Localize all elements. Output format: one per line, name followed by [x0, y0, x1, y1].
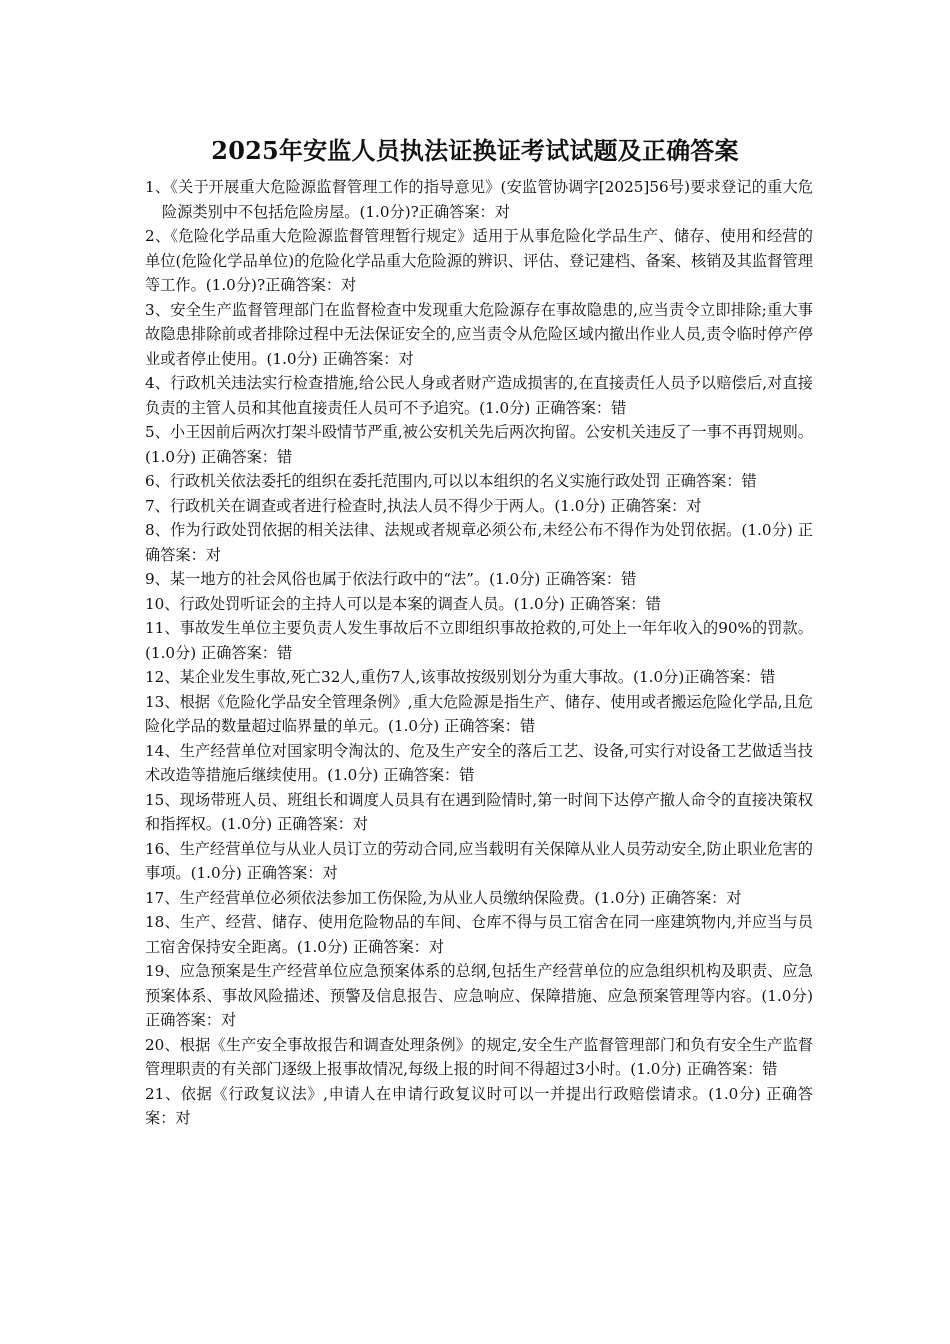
document-title: 2025年安监人员执法证换证考试试题及正确答案 [211, 136, 739, 165]
question-item: 16、生产经营单位与从业人员订立的劳动合同,应当载明有关保障从业人员劳动安全,防止职业危害的事项。(1.0分) 正确答案：对 [145, 839, 813, 882]
question-item: 17、生产经营单位必须依法参加工伤保险,为从业人员缴纳保险费。(1.0分) 正确答案：对 [145, 888, 742, 907]
question-item: 8、作为行政处罚依据的相关法律、法规或者规章必须公布,未经公布不得作为处罚依据。(1.0分) 正确答案：对 [145, 521, 813, 564]
question-item: 6、行政机关依法委托的组织在委托范围内,可以以本组织的名义实施行政处罚 正确答案：错 [145, 472, 757, 490]
question-item: 7、行政机关在调查或者进行检查时,执法人员不得少于两人。(1.0分) 正确答案：对 [145, 496, 702, 515]
question-item: 5、小王因前后两次打架斗殴情节严重,被公安机关先后两次拘留。公安机关违反了一事不再罚规则。(1.0分) 正确答案：错 [145, 423, 813, 466]
question-item: 18、生产、经营、储存、使用危险物品的车间、仓库不得与员工宿舍在同一座建筑物内,并应当与员工宿舍保持安全距离。(1.0分) 正确答案：对 [145, 913, 813, 956]
question-list [145, 175, 813, 1131]
question-item: 14、生产经营单位对国家明令淘汰的、危及生产安全的落后工艺、设备,可实行对设备工艺做适当技术改造等措施后继续使用。(1.0分) 正确答案：错 [145, 741, 813, 784]
question-item: 10、行政处罚听证会的主持人可以是本案的调查人员。(1.0分) 正确答案：错 [145, 594, 661, 613]
question-item: 19、应急预案是生产经营单位应急预案体系的总纲,包括生产经营单位的应急组织机构及职责、应急预案体系、事故风险描述、预警及信息报告、应急响应、保障措施、应急预案管理等内容。(1.0分) 正确答案：对 [145, 962, 813, 1029]
question-item: 15、现场带班人员、班组长和调度人员具有在遇到险情时,第一时间下达停产撤人命令的直接决策权和指挥权。(1.0分) 正确答案：对 [145, 790, 813, 833]
question-item: 21、依据《行政复议法》,申请人在申请行政复议时可以一并提出行政赔偿请求。(1.0分) 正确答案：对 [145, 1084, 813, 1127]
question-item: 20、根据《生产安全事故报告和调查处理条例》的规定,安全生产监督管理部门和负有安全生产监督管理职责的有关部门逐级上报事故情况,每级上报的时间不得超过3小时。(1.0分) 正确答案：错 [145, 1035, 813, 1078]
question-item: 12、某企业发生事故,死亡32人,重伤7人,该事故按级别划分为重大事故。(1.0分)正确答案：错 [145, 668, 776, 686]
question-item: 2、《危险化学品重大危险源监督管理暂行规定》适用于从事危险化学品生产、储存、使用和经营的单位(危险化学品单位)的危险化学品重大危险源的辨识、评估、登记建档、备案、核销及其监督管理等工作。(1.0分)?正确答案：对 [145, 227, 813, 294]
question-item: 13、根据《危险化学品安全管理条例》,重大危险源是指生产、储存、使用或者搬运危险化学品,且危险化学品的数量超过临界量的单元。(1.0分) 正确答案：错 [145, 692, 813, 735]
question-item: 3、安全生产监督管理部门在监督检查中发现重大危险源存在事故隐患的,应当责令立即排除;重大事故隐患排除前或者排除过程中无法保证安全的,应当责令从危险区域内撤出作业人员,责令临时停产停业或者停止使用。(1.0分) 正确答案：对 [145, 300, 813, 368]
question-item: 11、事故发生单位主要负责人发生事故后不立即组织事故抢救的,可处上一年年收入的90%的罚款。(1.0分) 正确答案：错 [145, 619, 813, 662]
question-item: 1、《关于开展重大危险源监督管理工作的指导意见》(安监管协调字[2025]56号)要求登记的重大危险源类别中不包括危险房屋。(1.0分)?正确答案：对 [145, 178, 813, 221]
question-item: 4、行政机关违法实行检查措施,给公民人身或者财产造成损害的,在直接责任人员予以赔偿后,对直接负责的主管人员和其他直接责任人员可不予追究。(1.0分) 正确答案：错 [145, 374, 813, 417]
question-item: 9、某一地方的社会风俗也属于依法行政中的“法”。(1.0分) 正确答案：错 [145, 570, 637, 588]
